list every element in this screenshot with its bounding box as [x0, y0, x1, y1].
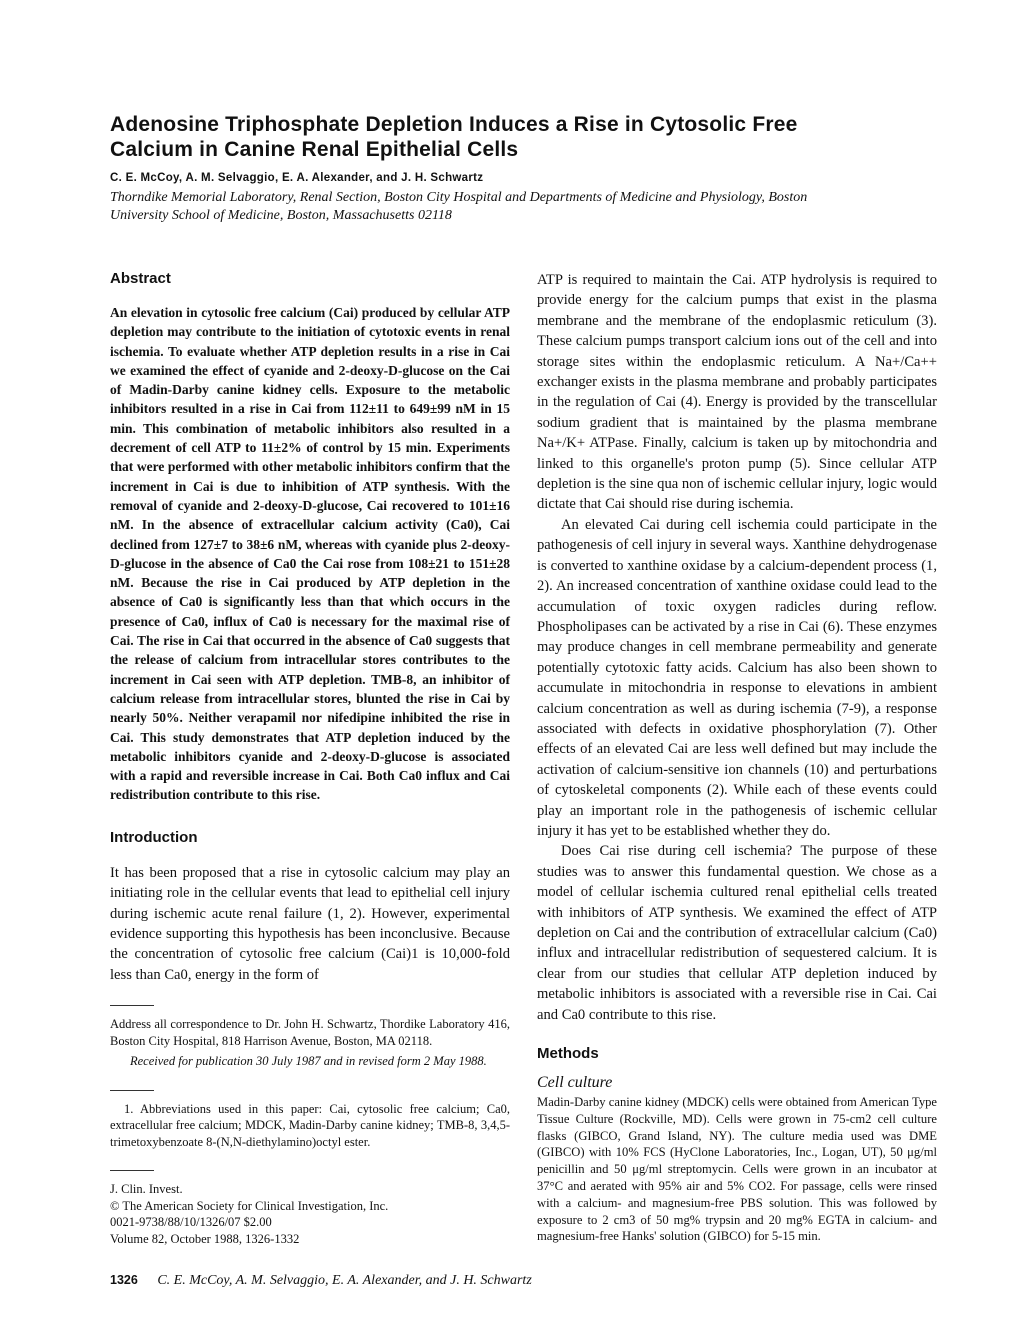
- intro-paragraph: Does Cai rise during cell ischemia? The purpose of these studies was to answer this fundamental question. We chose as a model of cellular ischemia cultured renal epithelial cells treated with inhibitors of ATP synthesis. We examined the effect of ATP depletion on Cai and the contribution of extracellular calcium (Ca0) influx and intracellular redistribution of sequestered calcium. It is clear from our studies that cellular ATP depletion induced by metabolic inhibitors is associated with a reversible rise in Cai. Cai and Ca0 contribute to this rise.: [537, 843, 937, 1023]
- introduction-text: It has been proposed that a rise in cytosolic calcium may play an initiating role in the cellular events that lead to epithelial cell injury during ischemic acute renal failure (1, 2). However, experimental evidence supporting this hypothesis has been inconclusive. Because the concentration of cytosolic free calcium (Cai)1 is 10,000-fold less than Ca0, energy in the form of: [110, 864, 510, 983]
- journal-volume: Volume 82, October 1988, 1326-1332: [110, 1231, 300, 1246]
- intro-paragraph: ATP is required to maintain the Cai. ATP hydrolysis is required to provide energy for the calcium pumps that exist in the plasma membrane and the membrane of the endoplasmic reticulum (3). These calcium pumps transport calcium ions out of the cell and into storage sites within the endoplasmic reticulum. A Na+/Ca++ exchanger exists in the plasma membrane and probably participates in the regulation of Cai (4). Energy is provided by the transcellular sodium gradient that is maintained by the plasma membrane Na+/K+ ATPase. Finally, calcium is taken up by mitochondria and linked to this organelle's proton pump (5). Since cellular ATP depletion is the sine qua non of ischemic cellular injury, logic would dictate that Cai should rise during ischemia.: [537, 272, 937, 513]
- journal-name: J. Clin. Invest.: [110, 1182, 183, 1197]
- footnote-rule: [110, 1005, 154, 1006]
- right-column: [537, 270, 937, 1245]
- received-note: Received for publication 30 July 1987 and in revised form 2 May 1988.: [130, 1054, 487, 1069]
- intro-paragraph: An elevated Cai during cell ischemia could participate in the pathogenesis of cell injury in several ways. Xanthine dehydrogenase is converted to xanthine oxidase by a calcium-dependent process (1, 2). An increased concentration of xanthine oxidase could lead to the accumulation of toxic oxygen radicles during reflow. Phospholipases can be activated by a rise in Cai (6). These enzymes may produce changes in cell membrane permeability and generate potentially cytotoxic fatty acids. Calcium has also been shown to accumulate in mitochondria in response to elevations in ambient calcium concentration as well as during ischemia (7-9), a response associated with defects in oxidative phosphorylation (7). Other effects of an elevated Cai are less well defined but may include the activation of calcium-sensitive ion channels (10) and perturbations of cytoskeletal components (2). While each of these events could play an important role in the pathogenesis of ischemic cellular injury it has yet to be established whether they do.: [537, 516, 937, 839]
- left-column: [110, 270, 510, 1247]
- abstract-text: An elevation in cytosolic free calcium (Cai) produced by cellular ATP depletion may contribute to the initiation of cytotoxic events in renal ischemia. To evaluate whether ATP depletion results in a rise in Cai we examined the effect of cyanide and 2-deoxy-D-glucose on the Cai of Madin-Darby canine kidney cells. Exposure to the metabolic inhibitors resulted in a rise in Cai from 112±11 to 649±99 nM in 15 min. This combination of metabolic inhibitors also resulted in a decrement of cell ATP to 11±2% of control by 15 min. Experiments that were performed with other metabolic inhibitors confirm that the increment in Cai is due to inhibition of ATP synthesis. With the removal of cyanide and 2-deoxy-D-glucose, Cai recovered to 101±16 nM. In the absence of extracellular calcium activity (Ca0), Cai declined from 127±7 to 38±6 nM, whereas with cyanide plus 2-deoxy-D-glucose in the absence of Ca0 the Cai rose from 108±21 to 151±28 nM. Because the rise in Cai produced by ATP depletion in the absence of Ca0 is significantly less than that which occurs in the presence of Ca0, influx of Ca0 is necessary for the maximal rise of Cai. The rise in Cai that occurred in the absence of Ca0 suggests that the release of calcium from intracellular stores contributes to the increment in Cai seen with ATP depletion. TMB-8, an inhibitor of calcium release from intracellular stores, blunted the rise in Cai by nearly 50%. Neither verapamil nor nifedipine inhibited the rise in Cai. This study demonstrates that ATP depletion induced by the metabolic inhibitors cyanide and 2-deoxy-D-glucose is associated with a rapid and reversible increase in Cai. Both Ca0 influx and Cai redistribution contribute to this rise.: [110, 305, 510, 803]
- correspondence-note: Address all correspondence to Dr. John H. Schwartz, Thordike Laboratory 416, Boston City Hospital, 818 Harrison Avenue, Boston, MA 02118.: [110, 1017, 510, 1048]
- page-footer: [110, 1273, 532, 1289]
- introduction-heading: Introduction: [110, 828, 198, 846]
- methods-subheading: Cell culture: [537, 1074, 613, 1092]
- page-number: 1326: [110, 1273, 138, 1287]
- journal-issn: 0021-9738/88/10/1326/07 $2.00: [110, 1215, 272, 1230]
- article-title: Adenosine Triphosphate Depletion Induces a Rise in Cytosolic Free Calcium in Canine Renal Epithelial Cells: [110, 113, 798, 161]
- methods-text: Madin-Darby canine kidney (MDCK) cells were obtained from American Type Tissue Culture (Rockville, MD). Cells were grown in 75-cm2 cell culture flasks (GIBCO, Grand Island, NY). The culture media used was DME (GIBCO) with 10% FCS (HyClone Laboratories, Inc., Logan, UT), 50 μg/ml penicillin and 50 μg/ml streptomycin. Cells were grown in an incubator at 37°C and aerated with 95% air and 5% CO2. For passage, cells were rinsed with a calcium- and magnesium-free PBS solution. This was followed by exposure to 2 cm3 of 50 mg% trypsin and 20 mg% EGTA in calcium- and magnesium-free Hanks' solution (GIBCO) for 5-15 min.: [537, 1095, 937, 1244]
- journal-info: [110, 1181, 510, 1247]
- methods-heading: Methods: [537, 1045, 599, 1063]
- journal-copyright: © The American Society for Clinical Investigation, Inc.: [110, 1198, 389, 1213]
- author-list: C. E. McCoy, A. M. Selvaggio, E. A. Alexander, and J. H. Schwartz: [110, 172, 484, 184]
- footnote-rule: [110, 1090, 154, 1091]
- abstract-heading: Abstract: [110, 270, 171, 287]
- abbreviations-footnote: 1. Abbreviations used in this paper: Cai, cytosolic free calcium; Ca0, extracellular free calcium; MDCK, Madin-Darby canine kidney; TMB-8, 3,4,5-trimetoxybenzoate 8-(N,N-diethylamino)octyl ester.: [110, 1101, 510, 1149]
- affiliation: Thorndike Memorial Laboratory, Renal Section, Boston City Hospital and Departments of Medicine and Physiology, Boston University School of Medicine, Boston, Massachusetts 02118: [110, 190, 808, 223]
- journal-rule: [110, 1170, 154, 1171]
- footer-authors: C. E. McCoy, A. M. Selvaggio, E. A. Alexander, and J. H. Schwartz: [157, 1273, 532, 1288]
